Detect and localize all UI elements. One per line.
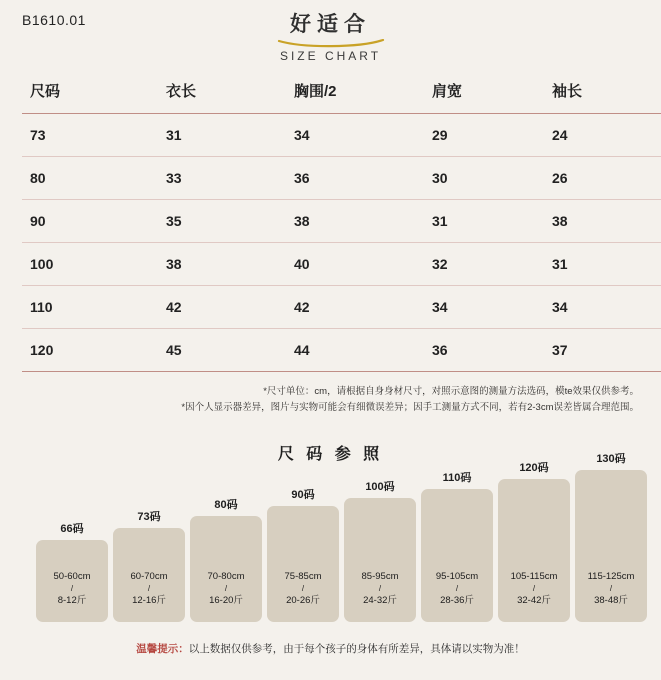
- bar-label: 90码: [291, 489, 315, 502]
- table-header-row: [22, 70, 661, 114]
- cell-length: 31: [158, 114, 286, 157]
- bar-box: [113, 528, 185, 622]
- bar-values: [190, 570, 262, 608]
- bar-label: 100码: [365, 481, 395, 494]
- cell-shoulder: 34: [424, 286, 544, 329]
- bar-weight: 8-12斤: [57, 594, 87, 606]
- bar-height: 115-125cm: [587, 571, 635, 583]
- bar-item-120: [498, 459, 570, 622]
- bar-values: [498, 570, 570, 608]
- table-row: [22, 200, 661, 243]
- cell-shoulder: 30: [424, 157, 544, 200]
- brand-block: [0, 8, 661, 63]
- bar-weight: 38-48斤: [594, 594, 628, 606]
- bar-separator: /: [532, 583, 536, 593]
- table-row: [22, 286, 661, 329]
- sku-code: B1610.01: [22, 12, 86, 28]
- bar-separator: /: [301, 583, 305, 593]
- bar-item-130: [575, 450, 647, 622]
- bar-weight: 32-42斤: [517, 594, 551, 606]
- bar-values: [267, 570, 339, 608]
- cell-bust: 38: [286, 200, 424, 243]
- note-line-1: *尺寸单位：cm，请根据自身身材尺寸，对照示意图的测量方法选码，模te效果仅供参考。: [263, 386, 639, 397]
- column-header-sleeve: 袖长: [544, 70, 661, 114]
- cell-size: 73: [22, 114, 158, 157]
- bar-separator: /: [147, 583, 151, 593]
- cell-length: 42: [158, 286, 286, 329]
- bar-height: 105-115cm: [510, 571, 558, 583]
- cell-sleeve: 38: [544, 200, 661, 243]
- column-header-shoulder: 肩宽: [424, 70, 544, 114]
- brand-name-en: SIZE CHART: [279, 49, 382, 63]
- bar-weight: 16-20斤: [209, 594, 243, 606]
- bar-weight: 28-36斤: [440, 594, 474, 606]
- bar-height: 95-105cm: [435, 571, 479, 583]
- bar-item-80: [190, 496, 262, 622]
- bar-height: 70-80cm: [207, 571, 245, 583]
- bar-weight: 20-26斤: [286, 594, 320, 606]
- bar-item-73: [113, 508, 185, 622]
- bar-separator: /: [224, 583, 228, 593]
- brand-name-cn: 好适合: [290, 12, 371, 36]
- cell-sleeve: 26: [544, 157, 661, 200]
- table-row: [22, 157, 661, 200]
- bar-weight: 12-16斤: [132, 594, 166, 606]
- table-row: [22, 243, 661, 286]
- cell-size: 80: [22, 157, 158, 200]
- cell-bust: 36: [286, 157, 424, 200]
- cell-bust: 40: [286, 243, 424, 286]
- cell-size: 90: [22, 200, 158, 243]
- cell-bust: 34: [286, 114, 424, 157]
- bar-values: [344, 570, 416, 608]
- bar-box: [498, 479, 570, 622]
- bar-height: 75-85cm: [284, 571, 322, 583]
- table-row: [22, 329, 661, 372]
- column-header-size: 尺码: [22, 70, 158, 114]
- size-table: [22, 70, 661, 372]
- bar-label: 110码: [442, 472, 472, 485]
- bar-separator: /: [378, 583, 382, 593]
- bar-label: 73码: [137, 511, 161, 524]
- cell-size: 100: [22, 243, 158, 286]
- bar-height: 60-70cm: [130, 571, 168, 583]
- swoosh-icon: [277, 39, 385, 48]
- bar-label: 120码: [519, 462, 549, 475]
- cell-sleeve: 31: [544, 243, 661, 286]
- cell-size: 120: [22, 329, 158, 372]
- cell-shoulder: 32: [424, 243, 544, 286]
- cell-shoulder: 29: [424, 114, 544, 157]
- cell-sleeve: 37: [544, 329, 661, 372]
- bar-height: 85-95cm: [361, 571, 399, 583]
- bar-height: 50-60cm: [53, 571, 91, 583]
- bar-values: [575, 570, 647, 608]
- bar-box: [421, 489, 493, 622]
- bar-label: 66码: [60, 523, 84, 536]
- bar-label: 80码: [214, 499, 238, 512]
- cell-length: 38: [158, 243, 286, 286]
- bar-weight: 24-32斤: [363, 594, 397, 606]
- cell-length: 33: [158, 157, 286, 200]
- bar-values: [421, 570, 493, 608]
- cell-sleeve: 34: [544, 286, 661, 329]
- bar-box: [575, 470, 647, 622]
- cell-bust: 42: [286, 286, 424, 329]
- bar-separator: /: [609, 583, 613, 593]
- column-header-length: 衣长: [158, 70, 286, 114]
- measurement-notes: [22, 384, 639, 415]
- bar-item-66: [36, 520, 108, 622]
- bar-item-110: [421, 469, 493, 622]
- bar-box: [344, 498, 416, 622]
- bar-box: [36, 540, 108, 622]
- table-row: [22, 114, 661, 157]
- bar-values: [36, 570, 108, 608]
- footer-tip: [0, 641, 661, 656]
- bar-label: 130码: [596, 453, 626, 466]
- bar-separator: /: [70, 583, 74, 593]
- cell-bust: 44: [286, 329, 424, 372]
- bar-item-90: [267, 486, 339, 622]
- footer-tip-text: 以上数据仅供参考，由于每个孩子的身体有所差异，具体请以实物为准！: [188, 643, 525, 655]
- cell-length: 35: [158, 200, 286, 243]
- cell-sleeve: 24: [544, 114, 661, 157]
- bar-box: [267, 506, 339, 622]
- bar-values: [113, 570, 185, 608]
- footer-tip-label: 温馨提示：: [136, 643, 189, 655]
- cell-length: 45: [158, 329, 286, 372]
- note-line-2: *因个人显示器差异，图片与实物可能会有细微误差异；因手工测量方式不同，若有2-3cm误差皆属合理范围。: [181, 401, 639, 413]
- header: [0, 0, 661, 62]
- cell-shoulder: 36: [424, 329, 544, 372]
- reference-title: 尺 码 参 照: [277, 446, 384, 464]
- cell-size: 110: [22, 286, 158, 329]
- bar-item-100: [344, 478, 416, 622]
- cell-shoulder: 31: [424, 200, 544, 243]
- column-header-bust: 胸围/2: [286, 70, 424, 114]
- bar-box: [190, 516, 262, 622]
- bar-separator: /: [455, 583, 459, 593]
